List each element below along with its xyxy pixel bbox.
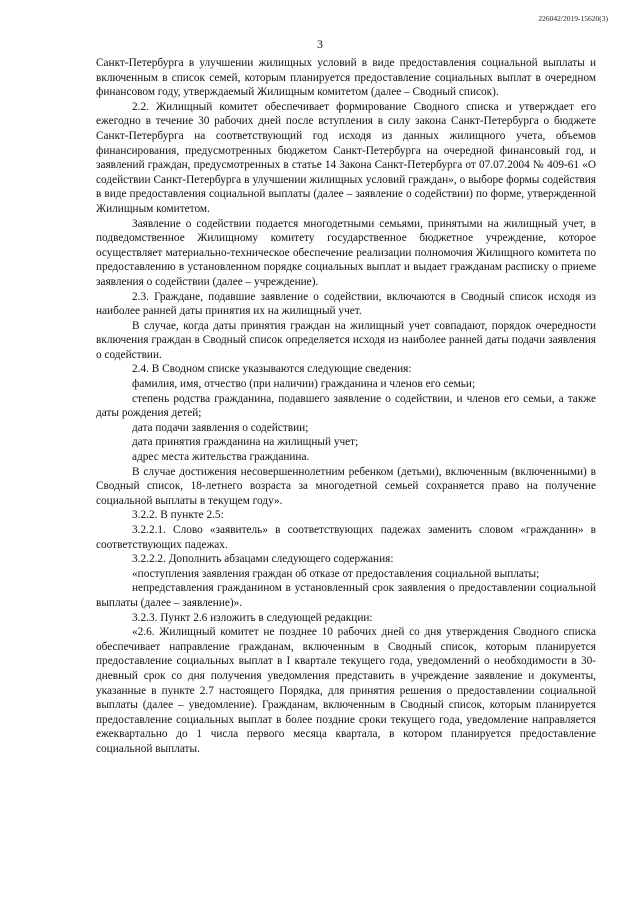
list-item-application-date: дата подачи заявления о содействии;	[132, 421, 309, 434]
paragraph-non-submission: непредставления гражданином в установленный срок заявления о предоставлении социальной выплаты (далее – заявление)».	[96, 582, 596, 609]
paragraph-age-of-majority: В случае достижения несовершеннолетним ребенком (детьми), включенным (включенными) в Сводный список, 18-летнего возраста за многодетной семьей сохраняется право на получение социальной выплаты в текущем году».	[96, 465, 596, 507]
paragraph-refusal: «поступления заявления граждан об отказе от предоставления социальной выплаты;	[132, 567, 540, 580]
paragraph-order-priority: В случае, когда даты принятия граждан на жилищный учет совпадают, порядок очередности включения граждан в Сводный список определяется исходя из наиболее ранней даты подачи заявления о содействии.	[96, 319, 596, 361]
paragraph-3-2-2-1: 3.2.2.1. Слово «заявитель» в соответствующих падежах заменить словом «гражданин» в соответствующих падежах.	[96, 524, 596, 551]
list-item-registration-date: дата принятия гражданина на жилищный учет;	[132, 436, 359, 449]
document-number: 226042/2019-15620(3)	[538, 14, 608, 23]
paragraph-3-2-2-2: 3.2.2.2. Дополнить абзацами следующего содержания:	[132, 553, 394, 566]
paragraph-3-2-2: 3.2.2. В пункте 2.5:	[132, 509, 224, 522]
list-item-address: адрес места жительства гражданина.	[132, 451, 310, 464]
list-item-full-name: фамилия, имя, отчество (при наличии) гражданина и членов его семьи;	[132, 378, 476, 391]
page-number: 3	[317, 37, 323, 51]
paragraph-2-6: «2.6. Жилищный комитет не позднее 10 рабочих дней со дня утверждения Сводного списка обеспечивает направление гражданам, включенным в Сводный список, которым планируется предоставление социальных выплат в I квартале текущего года, уведомлений о необходимости в 30-дневный срок со дня получения уведомления представить в учреждение заявление и документы, указанные в пункте 2.7 настоящего Порядка, для принятия решения о предоставлении социальной выплаты (далее – уведомление). Гражданам, включенным в Сводный список, которым планируется предоставление социальных выплат в более поздние сроки текущего года, уведомление направляется ежеквартально до 1 числа первого месяца квартала, в котором планируется предоставление социальной выплаты.	[96, 626, 596, 755]
paragraph-continuation: Санкт-Петербурга в улучшении жилищных условий в виде предоставления социальной выплаты и включенным в список семей, которым планируется предоставление социальных выплат в очередном финансовом году, утверждаемый Жилищным комитетом (далее – Сводный список).	[96, 57, 596, 99]
paragraph-2-3: 2.3. Граждане, подавшие заявление о содействии, включаются в Сводный список исходя из наиболее ранней даты принятия их на жилищный учет.	[96, 290, 596, 318]
list-item-kinship: степень родства гражданина, подавшего заявление о содействии, и членов его семьи, а также даты рождения детей;	[96, 392, 596, 420]
paragraph-2-2: 2.2. Жилищный комитет обеспечивает формирование Сводного списка и утверждает его ежегодно в течение 30 рабочих дней после вступления в силу закона Санкт-Петербурга о бюджете Санкт-Петербурга на соответствующий год исходя из данных жилищного учета, объемов финансирования, предусмотренных бюджетом Санкт-Петербурга на очередной финансовый год, и заявлений граждан, предусмотренных в статье 14 Закона Санкт-Петербурга от 07.07.2004 № 409-61 «О содействии Санкт-Петербурга в улучшении жилищных условий граждан», о выборе формы содействия в виде предоставления социальной выплаты (далее – заявление о содействии) по форме, утвержденной Жилищным комитетом.	[96, 100, 596, 215]
paragraph-3-2-3: 3.2.3. Пункт 2.6 изложить в следующей редакции:	[132, 611, 373, 624]
paragraph-application-submission: Заявление о содействии подается многодетными семьями, принятыми на жилищный учет, в подведомственное Жилищному комитету государственное бюджетное учреждение, которое осуществляет материально-техническое обеспечение реализации полномочия Жилищного комитета по предоставлению в установленном порядке социальных выплат и выдает гражданам расписку о приеме заявления о содействии (далее – учреждение).	[96, 217, 596, 288]
document-body	[96, 56, 596, 757]
paragraph-2-4: 2.4. В Сводном списке указываются следующие сведения:	[132, 363, 412, 376]
